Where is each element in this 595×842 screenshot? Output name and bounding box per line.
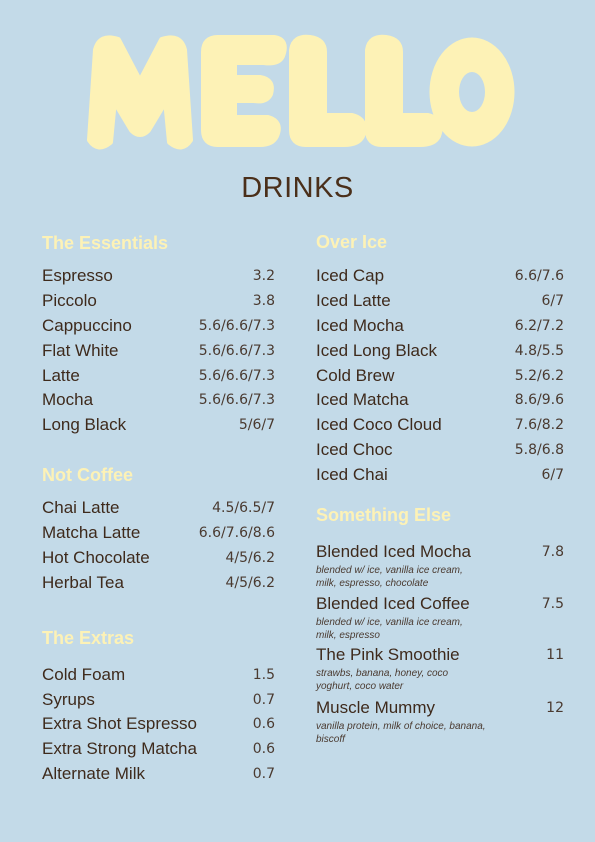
- section-title: The Essentials: [42, 233, 169, 253]
- item-name: Iced Long Black: [316, 341, 437, 360]
- item-name: Iced Matcha: [316, 390, 409, 409]
- item-name: Chai Latte: [42, 498, 120, 517]
- item-name: Iced Coco Cloud: [316, 415, 442, 434]
- item-name: Muscle Mummy: [316, 698, 436, 717]
- item-description: blended w/ ice, vanilla ice cream, milk, espresso: [316, 617, 463, 641]
- item-name: Cold Foam: [42, 665, 126, 684]
- item-price: 8.6/9.6: [514, 392, 564, 408]
- item-price: 5.8/6.8: [514, 442, 564, 458]
- item-name: Latte: [42, 366, 80, 385]
- item-price: 3.8: [252, 293, 275, 309]
- item-price: 5.6/6.6/7.3: [198, 343, 275, 359]
- item-price: 5.2/6.2: [514, 368, 564, 384]
- item-name: Iced Choc: [316, 440, 393, 459]
- item-price: 6/7: [541, 467, 564, 483]
- item-price: 0.7: [252, 692, 275, 708]
- item-name: Mocha: [42, 390, 94, 409]
- section-over-ice: [316, 231, 564, 491]
- item-name: Blended Iced Mocha: [316, 542, 471, 561]
- section-something-else: [316, 504, 564, 754]
- item-name: Iced Latte: [316, 291, 391, 310]
- section-essentials: [42, 232, 275, 437]
- item-name: Blended Iced Coffee: [316, 594, 470, 613]
- item-name: The Pink Smoothie: [316, 645, 460, 664]
- item-price: 5.6/6.6/7.3: [198, 392, 275, 408]
- item-name: Hot Chocolate: [42, 548, 150, 567]
- item-price: 11: [546, 647, 564, 663]
- item-name: Cold Brew: [316, 366, 395, 385]
- item-price: 7.5: [541, 596, 564, 612]
- item-price: 5.6/6.6/7.3: [198, 368, 275, 384]
- item-price: 0.6: [252, 741, 275, 757]
- item-description: vanilla protein, milk of choice, banana, biscoff: [316, 721, 486, 745]
- section-title: Over Ice: [316, 232, 388, 252]
- item-name: Long Black: [42, 415, 127, 434]
- item-description: blended w/ ice, vanilla ice cream, milk, espresso, chocolate: [316, 565, 463, 589]
- item-name: Herbal Tea: [42, 573, 124, 592]
- section-extras: [42, 627, 275, 787]
- item-name: Extra Strong Matcha: [42, 739, 197, 758]
- item-name: Piccolo: [42, 291, 97, 310]
- item-name: Iced Mocha: [316, 316, 404, 335]
- item-price: 5/6/7: [238, 417, 275, 433]
- item-name: Extra Shot Espresso: [42, 714, 197, 733]
- page-title: DRINKS: [241, 172, 354, 204]
- item-name: Syrups: [42, 690, 95, 709]
- item-name: Iced Chai: [316, 465, 388, 484]
- item-name: Cappuccino: [42, 316, 132, 335]
- item-price: 6.6/7.6/8.6: [198, 525, 275, 541]
- item-price: 5.6/6.6/7.3: [198, 318, 275, 334]
- item-name: Flat White: [42, 341, 119, 360]
- item-name: Matcha Latte: [42, 523, 141, 542]
- item-price: 0.6: [252, 716, 275, 732]
- item-price: 4.5/6.5/7: [212, 500, 275, 516]
- section-title: The Extras: [42, 628, 135, 648]
- item-name: Espresso: [42, 266, 113, 285]
- section-title: Something Else: [316, 505, 452, 525]
- item-price: 3.2: [252, 268, 275, 284]
- brand-logo: [0, 22, 595, 157]
- item-price: 6.2/7.2: [514, 318, 564, 334]
- section-not-coffee: [42, 464, 275, 594]
- item-price: 1.5: [252, 667, 275, 683]
- section-title: Not Coffee: [42, 465, 133, 485]
- item-price: 6/7: [541, 293, 564, 309]
- item-description: strawbs, banana, honey, coco yoghurt, coco water: [316, 668, 449, 692]
- item-price: 12: [546, 700, 564, 716]
- mello-logo-art: [78, 22, 518, 157]
- item-price: 7.6/8.2: [514, 417, 564, 433]
- item-price: 7.8: [541, 544, 564, 560]
- item-price: 4.8/5.5: [514, 343, 564, 359]
- item-name: Iced Cap: [316, 266, 385, 285]
- item-price: 4/5/6.2: [225, 550, 275, 566]
- item-price: 4/5/6.2: [225, 575, 275, 591]
- item-price: 0.7: [252, 766, 275, 782]
- item-price: 6.6/7.6: [514, 268, 564, 284]
- item-name: Alternate Milk: [42, 764, 145, 783]
